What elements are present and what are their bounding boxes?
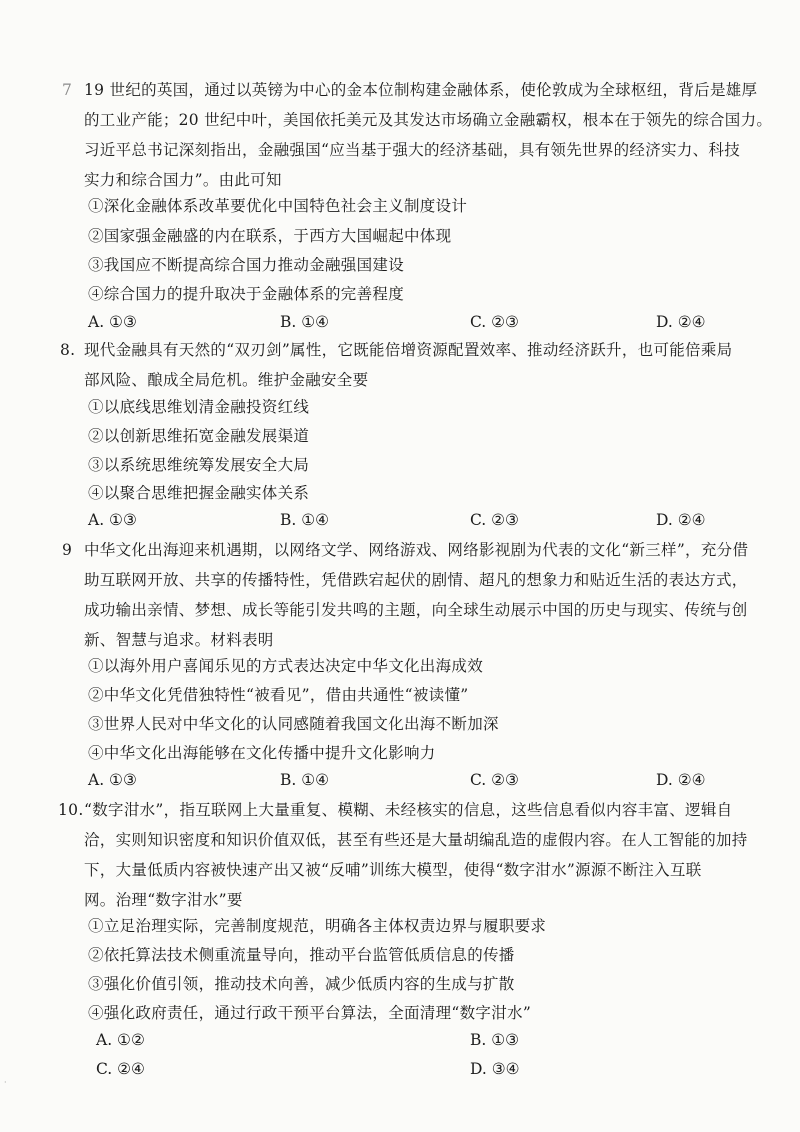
- statement-2: ②依托算法技术侧重流量导向，推动平台监管低质信息的传播: [88, 946, 515, 964]
- statement-3: ③我国应不断提高综合国力推动金融强国建设: [88, 256, 405, 274]
- scan-speck: ·: [4, 1078, 7, 1087]
- option-c: C. ②④: [96, 1060, 145, 1078]
- question-stem-line: 19 世纪的英国，通过以英镑为中心的金本位制构建金融体系，使伦敦成为全球枢纽，背后是雄厚: [84, 81, 758, 99]
- question-number: 9: [62, 541, 73, 559]
- statement-2: ②中华文化凭借独特性“被看见”，借由共通性“被读懂”: [88, 686, 469, 704]
- question-stem-line: “数字泔水”，指互联网上大量重复、模糊、未经核实的信息，这些信息看似内容丰富、逻辑自: [84, 801, 733, 819]
- question-stem-line: 洽，实则知识密度和知识价值双低，甚至有些还是大量胡编乱造的虚假内容。在人工智能的加持: [84, 831, 748, 849]
- option-b: B. ①④: [280, 771, 330, 789]
- option-b: B. ①④: [280, 313, 330, 331]
- option-c: C. ②③: [470, 511, 519, 529]
- statement-1: ①深化金融体系改革要优化中国特色社会主义制度设计: [88, 197, 468, 215]
- question-number: 8.: [60, 341, 76, 359]
- statement-4: ④中华文化出海能够在文化传播中提升文化影响力: [88, 744, 436, 762]
- statement-4: ④强化政府责任，通过行政干预平台算法，全面清理“数字泔水”: [88, 1004, 532, 1022]
- statement-1: ①以海外用户喜闻乐见的方式表达决定中华文化出海成效: [88, 657, 484, 675]
- question-stem-line: 现代金融具有天然的“双刃剑”属性，它既能倍增资源配置效率、推动经济跃升，也可能倍乘局: [84, 341, 733, 359]
- statement-3: ③强化价值引领，推动技术向善，减少低质内容的生成与扩散: [88, 975, 515, 993]
- option-d: D. ②④: [656, 313, 706, 331]
- option-d: D. ②④: [656, 771, 706, 789]
- option-d: D. ③④: [470, 1060, 520, 1078]
- statement-2: ②国家强金融盛的内在联系，于西方大国崛起中体现: [88, 227, 452, 245]
- statement-2: ②以创新思维拓宽金融发展渠道: [88, 427, 310, 445]
- question-stem-line: 新、智慧与追求。材料表明: [84, 631, 274, 649]
- statement-3: ③世界人民对中华文化的认同感随着我国文化出海不断加深: [88, 715, 499, 733]
- option-b: B. ①④: [280, 511, 330, 529]
- option-a: A. ①②: [96, 1031, 145, 1049]
- statement-1: ①立足治理实际，完善制度规范，明确各主体权责边界与履职要求: [88, 917, 547, 935]
- option-a: A. ①③: [88, 511, 137, 529]
- option-a: A. ①③: [88, 313, 137, 331]
- statement-4: ④综合国力的提升取决于金融体系的完善程度: [88, 285, 405, 303]
- statement-4: ④以聚合思维把握金融实体关系: [88, 484, 310, 502]
- question-stem-line: 实力和综合国力”。由此可知: [84, 171, 282, 189]
- question-stem-line: 习近平总书记深刻指出，金融强国“应当基于强大的经济基础，具有领先世界的经济实力、科技: [84, 141, 741, 159]
- question-stem-line: 部风险、酿成全局危机。维护金融安全要: [84, 371, 369, 389]
- question-stem-line: 网。治理“数字泔水”要: [84, 891, 243, 909]
- question-stem-line: 下，大量低质内容被快速产出又被“反哺”训练大模型，使得“数字泔水”源源不断注入互联: [84, 861, 702, 879]
- question-stem-line: 的工业产能；20 世纪中叶，美国依托美元及其发达市场确立金融霸权，根本在于领先的综合国力。: [84, 111, 773, 129]
- question-stem-line: 助互联网开放、共享的传播特性，凭借跌宕起伏的剧情、超凡的想象力和贴近生活的表达方式，: [84, 571, 748, 589]
- option-c: C. ②③: [470, 313, 519, 331]
- option-d: D. ②④: [656, 511, 706, 529]
- option-c: C. ②③: [470, 771, 519, 789]
- question-stem-line: 成功输出亲情、梦想、成长等能引发共鸣的主题，向全球生动展示中国的历史与现实、传统与创: [84, 601, 748, 619]
- statement-3: ③以系统思维统筹发展安全大局: [88, 456, 310, 474]
- option-a: A. ①③: [88, 771, 137, 789]
- option-b: B. ①③: [470, 1031, 520, 1049]
- statement-1: ①以底线思维划清金融投资红线: [88, 398, 310, 416]
- question-number: 7: [62, 81, 73, 99]
- question-stem-line: 中华文化出海迎来机遇期，以网络文学、网络游戏、网络影视剧为代表的文化“新三样”，充分借: [84, 541, 749, 559]
- question-number: 10.: [58, 801, 84, 819]
